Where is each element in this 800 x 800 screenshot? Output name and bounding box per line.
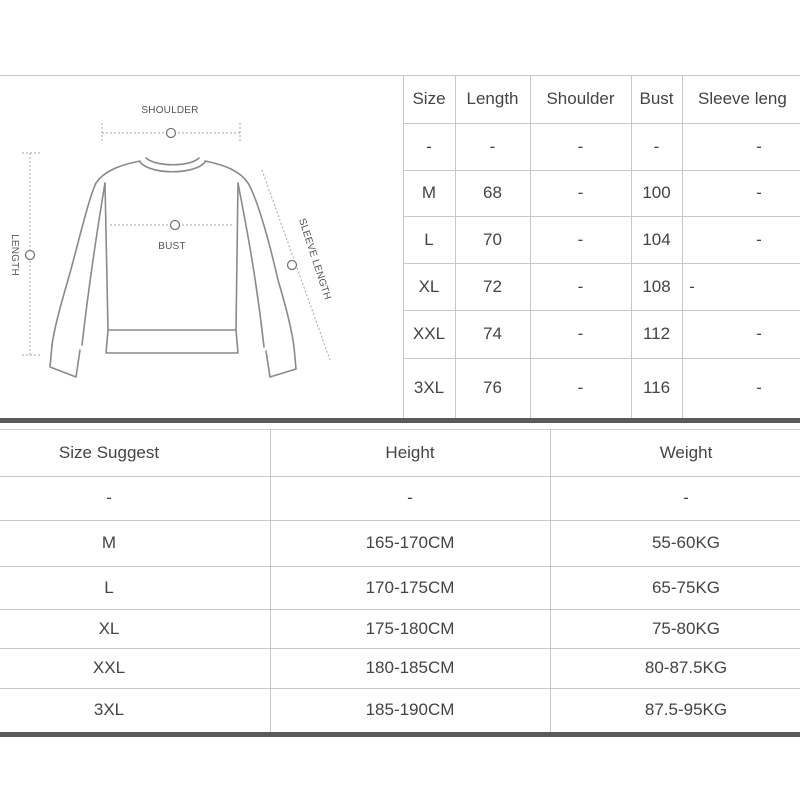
table-cell: 72 [483,276,502,296]
table-cell: 112 [642,324,671,343]
table-cell: - [407,488,413,507]
table-cell: - [683,488,689,507]
table-cell: - [756,136,762,156]
table-cell: 108 [642,276,671,296]
table-cell: - [426,136,432,156]
table-cell: 165-170CM [365,533,455,552]
table-cell: M [421,183,437,202]
header-length: Length [466,89,519,108]
table-cell: - [489,136,496,156]
table-cell: 116 [642,378,671,397]
table-cell: 104 [642,229,671,249]
table-cell: 3XL [413,378,445,397]
table-cell: L [424,229,434,249]
table-cell: XXL [412,324,446,343]
table-cell: - [756,324,762,343]
table-cell: XL [418,276,440,296]
length-label: LENGTH [9,234,20,276]
sweatshirt-diagram [0,75,400,420]
table-cell: 80-87.5KG [644,658,728,677]
table-cell: XXL [92,658,126,677]
section-divider [0,418,800,423]
table-cell: - [577,136,584,156]
header-height: Height [385,442,435,462]
table-cell: - [106,488,112,507]
table-cell: 65-75KG [651,577,721,597]
header-bust: Bust [639,89,674,108]
table-cell: - [577,378,584,397]
sleeve-length-label: SLEEVE LENGTH [296,217,333,302]
table-cell: 185-190CM [365,700,455,719]
header-weight: Weight [659,442,713,462]
shoulder-label: SHOULDER [141,105,199,116]
table-cell: 3XL [93,700,125,719]
table-cell: - [756,229,762,249]
table-cell: - [577,276,584,296]
header-shoulder: Shoulder [546,89,615,108]
table-cell: - [577,183,584,202]
table-cell: 55-60KG [651,533,721,552]
table-cell: 175-180CM [365,618,455,638]
table-cell: 74 [483,324,502,343]
table-cell: 180-185CM [365,658,455,677]
bust-label: BUST [158,241,186,252]
header-size-suggest: Size Suggest [58,442,160,462]
table-cell: - [689,276,695,296]
table-cell: 75-80KG [651,618,721,638]
table-cell: - [653,136,660,156]
header-sleeve-length: Sleeve leng [698,89,787,108]
table-cell: 100 [642,183,671,202]
table-cell: 70 [483,229,502,249]
bottom-border [0,732,800,737]
sweatshirt-outline [50,158,296,377]
table-cell: M [101,533,117,552]
table-cell: 170-175CM [365,577,455,597]
table-cell: - [756,378,762,397]
table-cell: 68 [483,183,502,202]
table-cell: XL [98,618,120,638]
table-cell: 87.5-95KG [644,700,728,719]
table-cell: - [577,229,584,249]
table-cell: 76 [483,378,502,397]
table-cell: - [577,324,584,343]
header-size: Size [412,89,446,108]
table-cell: - [756,183,762,202]
table-cell: L [104,577,114,597]
